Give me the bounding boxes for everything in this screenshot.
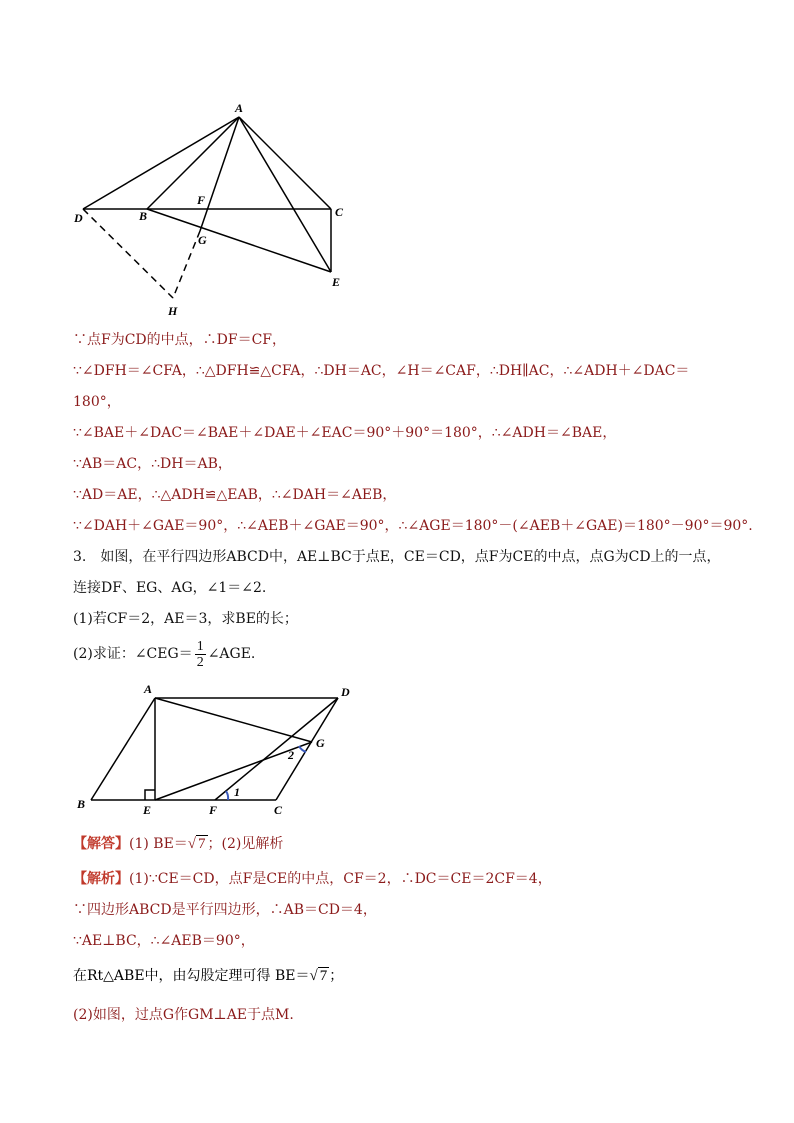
analysis-line-3: ∵AE⊥BC，∴∠AEB＝90°， — [73, 933, 255, 949]
problem-3-stem-line-1: 3. 如图，在平行四边形ABCD中，AE⊥BC于点E，CE＝CD，点F为CE的中点，点G为CD上的一点， — [73, 549, 721, 565]
label-angle-1: 1 — [234, 785, 240, 799]
proof-line-6: ∵AD＝AE，∴△ADH≌△EAB，∴∠DAH＝∠AEB， — [73, 487, 397, 503]
segment-AG — [155, 698, 312, 742]
proof-line-5: ∵AB＝AC，∴DH＝AB， — [73, 456, 232, 472]
label-G: G — [316, 736, 325, 750]
analysis-line-2: ∵四边形ABCD是平行四边形，∴AB＝CD＝4， — [73, 902, 377, 918]
analysis-tag: 【解析】 — [73, 871, 129, 887]
sqrt-seven: √ 7 — [187, 836, 206, 852]
dashed-GH — [173, 231, 200, 298]
right-angle-mark — [145, 790, 155, 800]
analysis-line-4-suffix: ； — [329, 968, 344, 984]
label-C: C — [274, 803, 283, 817]
segment-DC — [276, 698, 338, 800]
sqrt-seven-2: √ 7 — [309, 968, 328, 984]
proof-line-3: 180°， — [73, 394, 121, 410]
geometry-figure-2 — [0, 680, 794, 840]
sqrt-radicand: 7 — [198, 836, 206, 852]
label-H: H — [168, 304, 178, 318]
analysis-line-4 — [73, 964, 343, 988]
label-A: A — [144, 682, 153, 696]
fraction-denominator: 2 — [196, 654, 204, 670]
answer-tag: 【解答】 — [73, 836, 129, 852]
fraction-numerator: 1 — [196, 638, 204, 654]
fraction-one-half — [195, 639, 206, 670]
angle-2-arc — [299, 746, 306, 752]
segment-AG — [200, 117, 239, 231]
label-C: C — [335, 205, 344, 219]
label-E: E — [332, 275, 341, 289]
segment-AB — [91, 698, 155, 800]
analysis-line-4-prefix: 在Rt△ABE中，由勾股定理可得 BE＝ — [73, 968, 310, 984]
label-F: F — [209, 803, 218, 817]
dashed-DH — [83, 209, 173, 298]
geometry-figure-1 — [0, 0, 794, 330]
label-angle-2: 2 — [288, 748, 294, 762]
label-G: G — [198, 233, 207, 247]
question-2-suffix: ∠AGE. — [207, 646, 256, 662]
analysis-line-1 — [73, 869, 552, 889]
proof-line-2: ∵∠DFH＝∠CFA，∴△DFH≌△CFA，∴DH＝AC，∠H＝∠CAF，∴DH∥AC，∴∠ADH＋∠DAC＝ — [73, 363, 690, 379]
analysis-text-1: (1)∵CE＝CD，点F是CE的中点，CF＝2，∴DC＝CE＝2CF＝4， — [129, 871, 552, 887]
sqrt-radicand-2: 7 — [319, 968, 328, 984]
problem-3-question-1: (1)若CF＝2，AE＝3，求BE的长； — [73, 611, 298, 627]
problem-3-stem-line-2: 连接DF、EG、AG，∠1＝∠2. — [73, 580, 267, 596]
label-B: B — [139, 209, 148, 223]
label-D: D — [74, 211, 83, 225]
problem-3-question-2 — [73, 637, 255, 671]
label-D: D — [341, 685, 350, 699]
proof-line-4: ∵∠BAE＋∠DAC＝∠BAE＋∠DAE＋∠EAC＝90°＋90°＝180°，∴∠ADH＝∠BAE， — [73, 425, 617, 441]
analysis-line-5: (2)如图，过点G作GM⊥AE于点M. — [73, 1007, 294, 1023]
question-2-prefix: (2)求证：∠CEG＝ — [73, 646, 193, 662]
label-F: F — [197, 193, 206, 207]
answer-part1-prefix: (1) BE＝ — [129, 836, 188, 852]
proof-line-7: ∵∠DAH＋∠GAE＝90°，∴∠AEB＋∠GAE＝90°，∴∠AGE＝180°－(∠AEB＋∠GAE)＝180°－90°＝90°. — [73, 518, 753, 534]
answer-line — [73, 832, 283, 856]
angle-1-arc — [226, 791, 228, 800]
label-B: B — [77, 797, 86, 811]
label-E: E — [143, 803, 152, 817]
answer-part1-suffix: ；(2)见解析 — [207, 836, 284, 852]
segment-BE — [147, 209, 331, 272]
proof-line-1: ∵点F为CD的中点，∴DF＝CF， — [73, 332, 287, 348]
label-A: A — [235, 101, 244, 115]
